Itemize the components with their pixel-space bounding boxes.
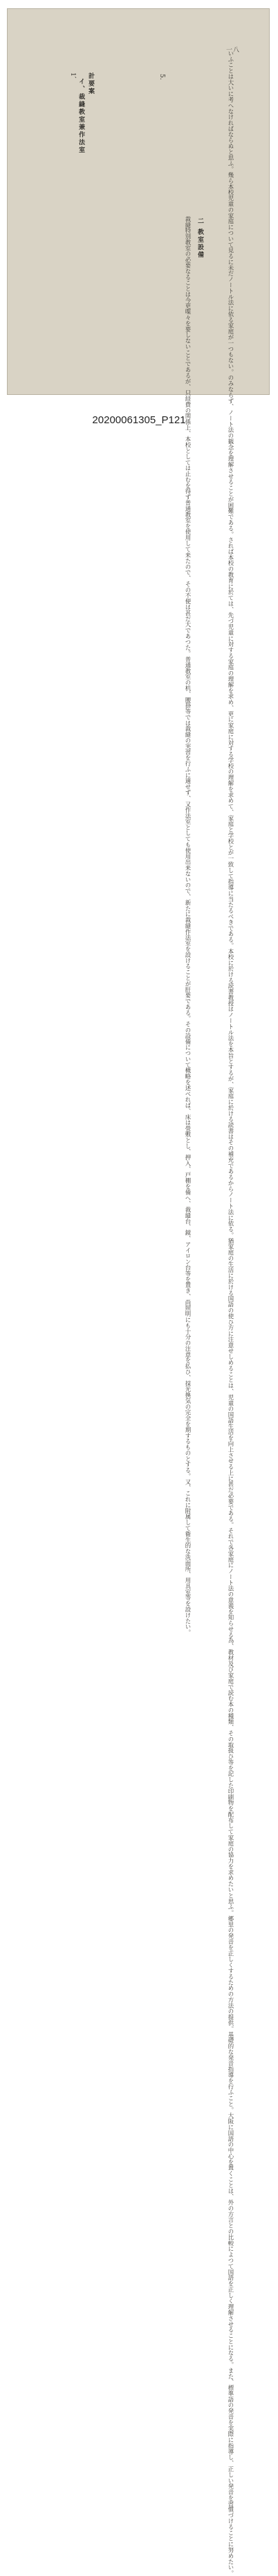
upper-text-block: いふことは大いに考へなければならぬと思ふ。幾ら本校児童の家庭について見るに未だノートル法に依る家庭が一つもない。のみならず、ノート法の観念を理解させることが困難である。されば本校の教育に於ては、先づ児童に対する家庭の理解を求め、更に家庭に対する学校の理解を求めて、家庭と学校とが一致して指導に当たるべきである。本校に於ける読書教授はノートル法を本旨とするが、家庭に於ける読書はその補充であるからノート法に依る。猶家庭の生活に於ける国語の使ひ方に注意せしめることは、児童の国語生活を向上させる上に甚だ必要である。それで各家庭にノート法の意義を知らせる為、教材及び家庭で読む本の種類、その取扱ひ等を記した印刷物を配布して家庭の協力を求めたいと思ふ。郷里の発音を正しくするための方法の提供。基礎的な発音指導を行ふこと。大阪に国語の中心を置くことは、外の方言との比較によつて国語を正しく理解させることになる。また、標準語の発音を実際に指導し、正しい発音を習慣づけることに努めたい。 [228,50,234,2576]
image-caption: 20200061305_P121 [92,414,186,426]
item-marker-1: 1、 [69,72,76,83]
section-heading: 二 教室設備 [196,217,203,260]
sub-heading-sewing-room: イ、裁縫教室兼作法室 [77,78,84,154]
page-number: 一八 [225,47,240,54]
sub-heading-plan: 計要案 [87,72,94,95]
lower-text-block: 裁縫特別教室の必要なることは今更喋々を要しないことであるが、只経費の関係上、本校としては止むを得ず普通教室を使用して来たので、その不便は甚だ大であつた。普通教室の机、腰掛等では裁縫の実習を行ふに適せず、又作法室としても使用出来ないので、新たに裁縫作法室を設けることが肝要である。その設備について概略を述べれば、床は畳敷とし、押入、戸棚を備へ、裁縫台、鏡、アイロン台等を置き、尚照明にも十分の注意を払ひ、採光換気の完全を期するものとする。又、これに附属して衛生的な洗面所、用具室等を設けたい。 [185,216,192,1636]
item-marker-5: 5. [158,74,165,80]
